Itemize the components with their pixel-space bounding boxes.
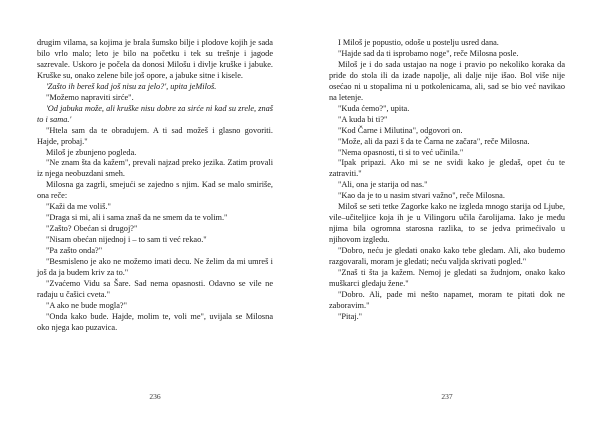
paragraph: Milosna ga zagrli, smejući se zajedno s njim. Kad se malo smiriše, ona reče: xyxy=(37,180,273,201)
right-page-number: 237 xyxy=(441,392,453,401)
left-page xyxy=(37,38,273,334)
paragraph: "A kuda bi ti?" xyxy=(338,114,388,124)
paragraph: "Zvaćemo Vidu sa Šare. Sad nema opasnosti. Odavno se vile ne rađaju u čašici cveta." xyxy=(37,278,273,299)
paragraph: "Kaži da me voliš." xyxy=(46,202,111,212)
paragraph: "Ipak pripazi. Ako mi se ne svidi kako je gledaš, opet ću te zatraviti." xyxy=(329,158,565,179)
paragraph: "Može, ali da pazi š da te Čarna ne začara", reče Milosna. xyxy=(338,136,530,146)
right-page xyxy=(329,38,565,323)
paragraph: "Pitaj." xyxy=(338,311,363,321)
paragraph: "Možemo napraviti sirće". xyxy=(46,92,134,102)
paragraph: "Kuda ćemo?", upita. xyxy=(338,103,410,113)
paragraph: "Ali, ona je starija od nas." xyxy=(338,180,428,190)
paragraph: "Htela sam da te obradujem. A ti sad možeš i glasno govoriti. Hajde, probaj." xyxy=(37,125,273,146)
paragraph: "Dobro. Ali, pade mi nešto napamet, moram te pitati dok ne zaboravim." xyxy=(329,289,565,310)
paragraph: "A ako ne bude mogla?" xyxy=(46,300,127,310)
paragraph: 'Zašto ih bereš kad još nisu za jelo?', upita jeMiloš. xyxy=(46,81,217,91)
paragraph: "Besmisleno je ako ne možemo imati decu. Ne želim da mi umreš i još da ja budem kriv za to." xyxy=(37,257,273,278)
paragraph: "Hajde sad da ti isprobamo noge", reče Milosna posle. xyxy=(338,48,519,58)
left-page-number: 236 xyxy=(149,392,161,401)
paragraph: "Nema opasnosti, ti si to već učinila." xyxy=(338,147,464,157)
paragraph: drugim vilama, sa kojima je brala šumsko bilje i plodove kojih je sada bilo vrlo malo; leto je bilo na početku i tek su trešnje i jagode sazrevale. Uskoro je počela da donosi Milošu i divlje kruške i jabuke. Kruške su, onako zelene bile još opore, a jabuke sitne i kisele. xyxy=(37,38,273,80)
paragraph: "Kao da je to u nasim stvari važno", reče Milosna. xyxy=(338,191,505,201)
paragraph: "Dobro, neću je gledati onako kako tebe gledam. Ali, ako budemo razgovarali, moram je gledati; neću valjda skrivati pogled." xyxy=(329,246,565,267)
paragraph: "Pa zašto onda?" xyxy=(46,246,103,256)
paragraph: "Nisam obećan nijednoj i – to sam ti već rekao." xyxy=(46,235,207,245)
paragraph: Miloš se seti tetke Zagorke kako ne izgleda mnogo starija od Ljube, vile–učiteljice koja ih je u Vilingoru učila čarolijama. Iako je među njima bila ogromna starosna razlika, to se jedva primećivalo u njihovom izgledu. xyxy=(329,202,565,245)
paragraph: "Draga si mi, ali i sama znaš da ne smem da te volim." xyxy=(46,213,228,223)
paragraph: Miloš je zbunjeno pogleda. xyxy=(46,147,137,157)
paragraph: 'Od jabuka može, ali kruške nisu dobre za sirće ni kad su zrele, znaš to i sama.' xyxy=(37,103,273,124)
paragraph: "Znaš ti šta ja kažem. Nemoj je gledati sa žudnjom, onako kako muškarci gledaju žene." xyxy=(329,268,565,288)
paragraph: "Zašto? Obećan si drugoj?" xyxy=(46,224,138,234)
paragraph: Miloš je i do sada ustajao na noge i pravio po nekoliko koraka da priđe do stola ili da izađe napolje, ali dalje nije išao. Bol više nije osećao ni u stopalima ni u potkolenicama, ali, sad se bio već navikao na letenje. xyxy=(329,59,565,102)
paragraph: "Ne znam šta da kažem", prevali najzad preko jezika. Zatim provali iz njega neobuzdani smeh. xyxy=(37,158,273,179)
paragraph: "Kod Čarne i Milutina", odgovori on. xyxy=(338,125,463,135)
paragraph: "Onda kako bude. Hajde, molim te, voli me", uvijala se Milosna oko njega kao puzavica. xyxy=(37,311,273,332)
paragraph: I Miloš je popustio, odoše u postelju usred dana. xyxy=(338,38,499,47)
